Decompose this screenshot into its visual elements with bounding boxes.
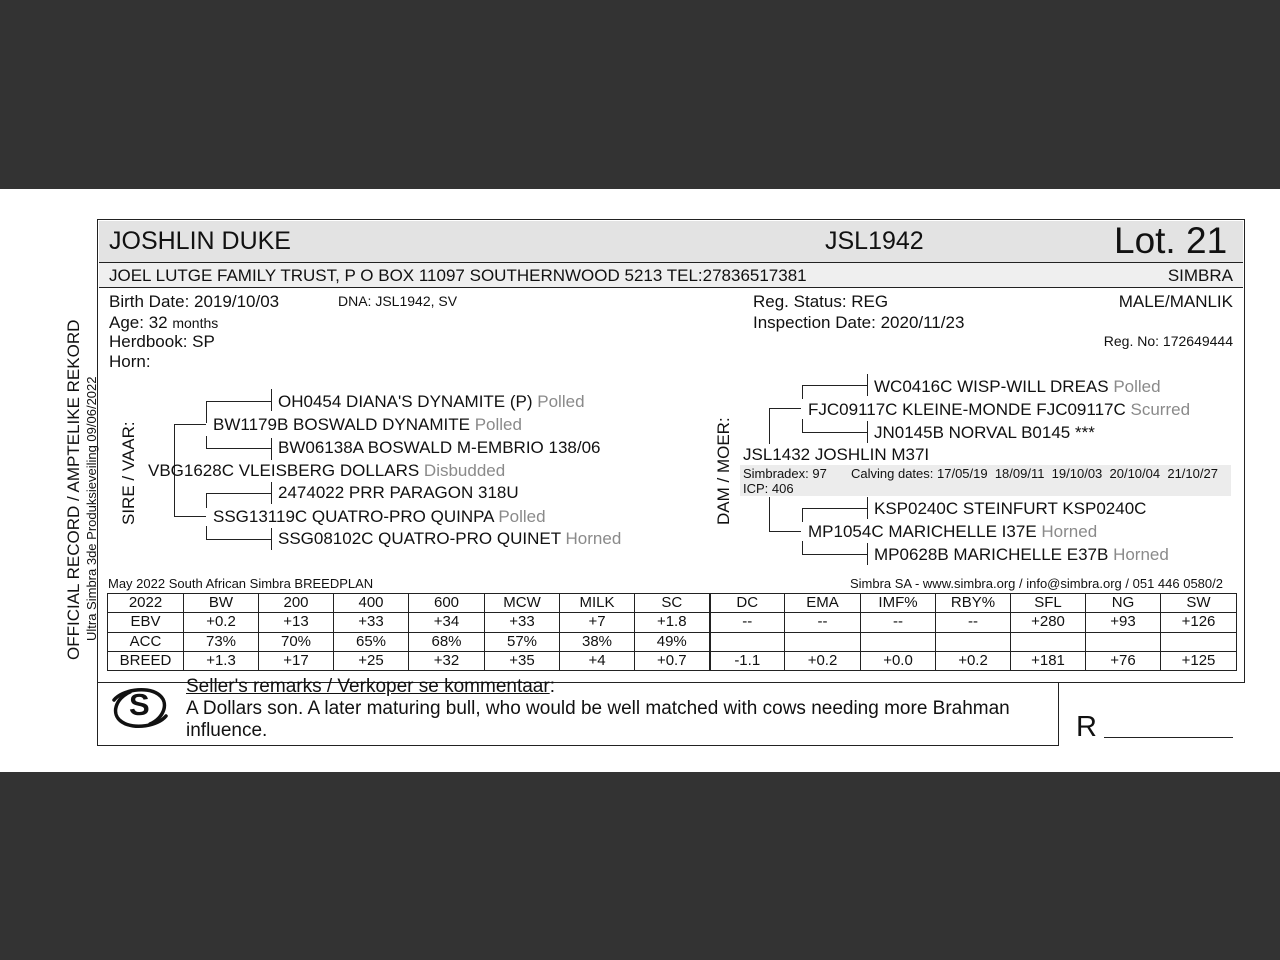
dam-sire-sire-tick	[867, 374, 868, 396]
dam-bracket-lower-vertical	[769, 497, 770, 531]
logo-letter: S	[129, 687, 150, 722]
remarks-heading-colon: :	[549, 676, 555, 697]
breeder-address: JOEL LUTGE FAMILY TRUST, P O BOX 11097 SOUTHERNWOOD 5213 TEL:27836517381	[109, 266, 807, 285]
table-cell: +32	[409, 651, 485, 670]
table-cell: +17	[259, 651, 334, 670]
horn-status: Polled	[474, 415, 522, 434]
dam-dam-bracket-bottom	[802, 554, 868, 555]
sire-bracket-bottom	[174, 516, 206, 517]
sire-dam-sire	[278, 483, 519, 503]
table-cell	[861, 632, 936, 651]
sire-bracket-top	[174, 424, 206, 425]
sire-sire-bracket-bottom	[206, 448, 272, 449]
table-cell: +4	[560, 651, 635, 670]
table-header-cell: 2022	[108, 594, 184, 613]
horn-status: Horn:	[109, 352, 151, 371]
table-cell	[1086, 632, 1161, 651]
table-cell: --	[710, 613, 785, 632]
remarks-heading-text: Seller's remarks / Verkoper se kommentaar	[186, 676, 550, 697]
horn-status: Horned	[565, 529, 622, 548]
table-cell	[1011, 632, 1086, 651]
table-cell	[710, 632, 785, 651]
sire-sire-dam-tick	[271, 438, 272, 460]
table-cell: +0.7	[635, 651, 710, 670]
table-header-cell: 600	[409, 594, 485, 613]
sire-dam-dam	[278, 529, 621, 549]
dam-sire-bracket-lower	[802, 419, 803, 432]
dam-dam-sire	[874, 499, 1146, 519]
dam-sire-bracket	[802, 385, 803, 399]
table-cell: +0.2	[184, 613, 259, 632]
sex: MALE/MANLIK	[1118, 292, 1233, 311]
pedigree-name: MP0628B MARICHELLE E37B	[874, 545, 1109, 564]
remarks-heading	[186, 676, 555, 698]
table-cell: +34	[409, 613, 485, 632]
table-cell: +25	[334, 651, 409, 670]
sire-dam-bracket-bottom	[206, 539, 272, 540]
sire-sire-bracket-lower	[206, 436, 207, 448]
breedplan-contact: Simbra SA - www.simbra.org / info@simbra.org / 051 446 0580/2	[849, 576, 1223, 591]
breedplan-acc-row	[108, 632, 1237, 651]
table-cell: 70%	[259, 632, 334, 651]
dam-sire	[808, 400, 1190, 420]
table-header-cell: SW	[1161, 594, 1237, 613]
dam	[743, 445, 929, 465]
horn-status: Horned	[1113, 545, 1169, 564]
table-cell: +93	[1086, 613, 1161, 632]
table-cell: +13	[259, 613, 334, 632]
breedplan-ebv-row	[108, 613, 1237, 632]
sire	[148, 461, 505, 481]
table-cell: +76	[1086, 651, 1161, 670]
pedigree-name: BW1179B BOSWALD DYNAMITE	[213, 415, 470, 434]
table-header-cell: DC	[710, 594, 785, 613]
horn-status: Disbudded	[423, 461, 506, 480]
table-header-cell: BW	[184, 594, 259, 613]
pedigree-name: OH0454 DIANA'S DYNAMITE (P)	[278, 392, 533, 411]
table-cell: +33	[485, 613, 560, 632]
table-cell: +35	[485, 651, 560, 670]
sire-sire-bracket-top	[206, 401, 272, 402]
pedigree-name: 2474022 PRR PARAGON 318U	[278, 483, 519, 502]
pedigree-name: SSG13119C QUATRO-PRO QUINPA	[213, 507, 494, 526]
table-header-cell: 400	[334, 594, 409, 613]
table-cell: --	[861, 613, 936, 632]
pedigree-name: KSP0240C STEINFURT KSP0240C	[874, 499, 1147, 518]
table-cell: +33	[334, 613, 409, 632]
remarks-line-1: A Dollars son. A later maturing bull, who would be well matched with cows needing more Brahman	[186, 698, 1010, 719]
sire-dam-sire-tick	[271, 482, 272, 504]
inspection-date: Inspection Date: 2020/11/23	[753, 313, 965, 332]
table-cell: 73%	[184, 632, 259, 651]
sire-dam	[213, 507, 546, 527]
pedigree-name: JSL1432 JOSHLIN M37I	[743, 445, 930, 464]
lot-number: Lot. 21	[1114, 220, 1228, 261]
simbradex: Simbradex: 97	[743, 466, 827, 481]
calving-dates: Calving dates: 17/05/19 18/09/11 19/10/03 20/10/04 21/10/27	[851, 466, 1218, 481]
table-cell	[785, 632, 861, 651]
table-cell: 68%	[409, 632, 485, 651]
breedplan-source: May 2022 South African Simbra BREEDPLAN	[108, 576, 374, 591]
table-cell: +0.2	[785, 651, 861, 670]
dam-dam-bracket-top	[802, 508, 868, 509]
dam-dam-dam	[874, 545, 1169, 565]
table-cell: --	[785, 613, 861, 632]
dam-dam-bracket-lower	[802, 541, 803, 554]
dam-sire-dam-tick	[867, 421, 868, 443]
horn-status: Polled	[498, 507, 546, 526]
simbra-logo	[108, 683, 172, 733]
horn-status: Scurred	[1130, 400, 1191, 419]
age-unit: months	[172, 315, 219, 331]
dam-bracket-top	[769, 408, 801, 409]
table-header-cell: EMA	[785, 594, 861, 613]
horn-status: Horned	[1041, 522, 1098, 541]
table-cell: +0.0	[861, 651, 936, 670]
table-header-cell: NG	[1086, 594, 1161, 613]
horn-status: Polled	[1113, 377, 1161, 396]
table-cell: 49%	[635, 632, 710, 651]
sale-note: Ultra Simbra 3de Produksieveiling 09/06/2022	[84, 376, 99, 641]
table-cell: +126	[1161, 613, 1237, 632]
sire-dam-bracket	[206, 493, 207, 508]
table-cell: ACC	[108, 632, 184, 651]
birth-date: Birth Date: 2019/10/03	[109, 292, 280, 311]
breedplan-table	[107, 593, 1237, 671]
sire-sire-dam	[278, 438, 601, 458]
table-header-cell: IMF%	[861, 594, 936, 613]
dam-sire-bracket-top	[802, 385, 868, 386]
sire-dam-bracket-lower	[206, 526, 207, 539]
table-cell: +7	[560, 613, 635, 632]
table-cell: +1.8	[635, 613, 710, 632]
dam-dam	[808, 522, 1097, 542]
pedigree-name: JN0145B NORVAL B0145 ***	[874, 423, 1095, 442]
table-cell	[1161, 632, 1237, 651]
table-cell: +280	[1011, 613, 1086, 632]
herdbook: Herdbook: SP	[109, 332, 215, 351]
pedigree-name: MP1054C MARICHELLE I37E	[808, 522, 1037, 541]
dam-sire-dam	[874, 423, 1095, 443]
breed-name: SIMBRA	[1167, 266, 1233, 285]
table-cell: EBV	[108, 613, 184, 632]
dam-bracket-vertical	[769, 408, 770, 444]
dam-dam-bracket	[802, 508, 803, 522]
table-cell: BREED	[108, 651, 184, 670]
table-cell: 57%	[485, 632, 560, 651]
icp: ICP: 406	[743, 481, 794, 496]
table-cell: +125	[1161, 651, 1237, 670]
horn-status: Polled	[537, 392, 585, 411]
table-cell: -1.1	[710, 651, 785, 670]
sire-sire	[213, 415, 522, 435]
age	[109, 313, 218, 333]
reg-status: Reg. Status: REG	[753, 292, 889, 311]
reg-number: Reg. No: 172649444	[1103, 333, 1233, 349]
pedigree-name: VBG1628C VLEISBERG DOLLARS	[148, 461, 420, 480]
sire-sire-bracket	[206, 401, 207, 423]
dna-info: DNA: JSL1942, SV	[338, 293, 458, 309]
table-cell: --	[936, 613, 1011, 632]
dam-sire-sire	[874, 377, 1161, 397]
pedigree-name: SSG08102C QUATRO-PRO QUINET	[278, 529, 561, 548]
table-header-cell: SC	[635, 594, 710, 613]
remarks-line-2: influence.	[186, 720, 268, 741]
sire-dam-dam-tick	[271, 528, 272, 550]
table-header-cell: MILK	[560, 594, 635, 613]
table-cell	[936, 632, 1011, 651]
dam-label: DAM / MOER:	[714, 417, 733, 525]
table-header-cell: MCW	[485, 594, 560, 613]
table-cell: 38%	[560, 632, 635, 651]
table-header-cell: 200	[259, 594, 334, 613]
pedigree-name: WC0416C WISP-WILL DREAS	[874, 377, 1109, 396]
dam-dam-dam-tick	[867, 543, 868, 565]
table-header-cell: RBY%	[936, 594, 1011, 613]
dam-sire-bracket-bottom	[802, 432, 868, 433]
animal-code: JSL1942	[825, 227, 924, 255]
sire-sire-sire-tick	[271, 389, 272, 411]
official-record-label: OFFICIAL RECORD / AMPTELIKE REKORD	[64, 319, 83, 660]
sire-label: SIRE / VAAR:	[119, 421, 138, 525]
table-cell: +181	[1011, 651, 1086, 670]
table-cell: 65%	[334, 632, 409, 651]
sire-sire-sire	[278, 392, 585, 412]
breedplan-breed-row	[108, 651, 1237, 670]
table-header-cell: SFL	[1011, 594, 1086, 613]
pedigree-name: BW06138A BOSWALD M-EMBRIO 138/06	[278, 438, 601, 457]
breedplan-header-row	[108, 594, 1237, 613]
table-cell: +1.3	[184, 651, 259, 670]
animal-name: JOSHLIN DUKE	[109, 227, 291, 255]
dam-dam-sire-tick	[867, 497, 868, 519]
pedigree-name: FJC09117C KLEINE-MONDE FJC09117C	[808, 400, 1126, 419]
table-cell: +0.2	[936, 651, 1011, 670]
dam-bracket-bottom	[769, 531, 801, 532]
age-value: Age: 32	[109, 313, 168, 332]
price-label: R	[1076, 711, 1097, 743]
price-line	[1104, 737, 1233, 738]
sire-dam-bracket-top	[206, 493, 272, 494]
